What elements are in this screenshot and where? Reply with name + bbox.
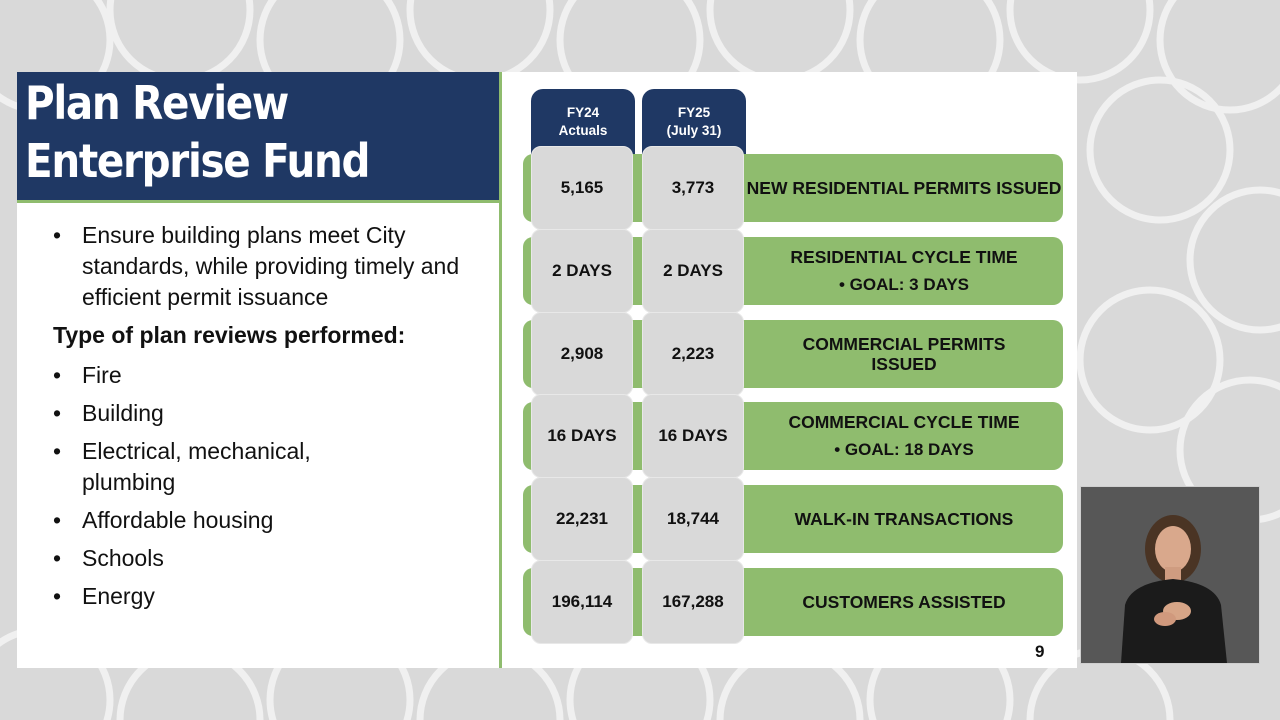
metric-row-commercial-cycle-time [523,402,1063,470]
metric-label-box [745,237,1063,305]
fy25-value: 2 DAYS [642,229,744,313]
bullet-list [53,220,493,619]
fy24-value: 22,231 [531,477,633,561]
review-type-item [53,398,493,429]
bullet-dot-icon: • [53,507,62,533]
interpreter-figure-icon [1081,487,1259,663]
title-banner [17,72,499,203]
metric-row-residential-cycle-time [523,237,1063,305]
slide [17,72,1077,668]
metric-label: COMMERCIAL PERMITS ISSUED [802,334,1006,374]
metric-label-box [745,568,1063,636]
review-type-item [53,505,493,536]
metric-label-box [745,402,1063,470]
metric-label-box [745,154,1063,222]
header-fy25-line1: FY25 [677,105,711,120]
bullet-dot-icon: • [53,545,62,571]
bullet-dot-icon: • [53,362,62,388]
bullet-dot-icon: • [53,583,62,609]
fy25-value: 3,773 [642,146,744,230]
bullet-text: Ensure building plans meet City standards, while providing timely and efficient permit issuance [82,222,460,310]
metric-label: RESIDENTIAL CYCLE TIME [790,247,1018,267]
review-type-item [53,360,493,391]
bullet-dot-icon: • [53,222,62,248]
vertical-divider [499,72,502,668]
fy24-value: 16 DAYS [531,394,633,478]
header-fy24-line1: FY24 [566,105,600,120]
review-type-item [53,436,382,498]
fy25-value: 18,744 [642,477,744,561]
review-type-text: Energy [82,583,155,609]
metric-goal: • GOAL: 3 DAYS [838,275,969,294]
fy24-value: 2 DAYS [531,229,633,313]
fy24-value: 5,165 [531,146,633,230]
fy25-value: 2,223 [642,312,744,396]
interpreter-video [1080,486,1260,664]
metric-label: WALK-IN TRANSACTIONS [794,509,1014,529]
title-line-2: Enterprise Fund [25,134,370,188]
review-type-item [53,581,493,612]
bullet-item [53,220,493,313]
bullet-dot-icon: • [53,438,62,464]
fy24-value: 2,908 [531,312,633,396]
subheading: Type of plan reviews performed: [53,322,406,348]
header-fy25-line2: (July 31) [666,123,722,138]
fy25-value: 16 DAYS [642,394,744,478]
review-type-item [53,543,493,574]
page-number: 9 [1035,642,1045,661]
metric-row-new-residential-permits [523,154,1063,222]
metric-row-walk-in-transactions [523,485,1063,553]
metric-label-box [745,320,1063,388]
bullet-dot-icon: • [53,400,62,426]
review-type-text: Electrical, mechanical, plumbing [82,438,311,495]
review-type-text: Affordable housing [82,507,274,533]
fy24-value: 196,114 [531,560,633,644]
header-fy24-line2: Actuals [558,123,608,138]
review-type-text: Schools [82,545,164,571]
metric-row-commercial-permits [523,320,1063,388]
metric-label: CUSTOMERS ASSISTED [802,592,1006,612]
metric-goal: • GOAL: 18 DAYS [834,440,974,459]
metric-label: NEW RESIDENTIAL PERMITS ISSUED [746,178,1062,198]
review-type-text: Fire [82,362,122,388]
review-type-text: Building [82,400,164,426]
metric-row-customers-assisted [523,568,1063,636]
title-line-1: Plan Review [25,76,288,130]
metric-label: COMMERCIAL CYCLE TIME [788,412,1020,432]
metric-label-box [745,485,1063,553]
fy25-value: 167,288 [642,560,744,644]
